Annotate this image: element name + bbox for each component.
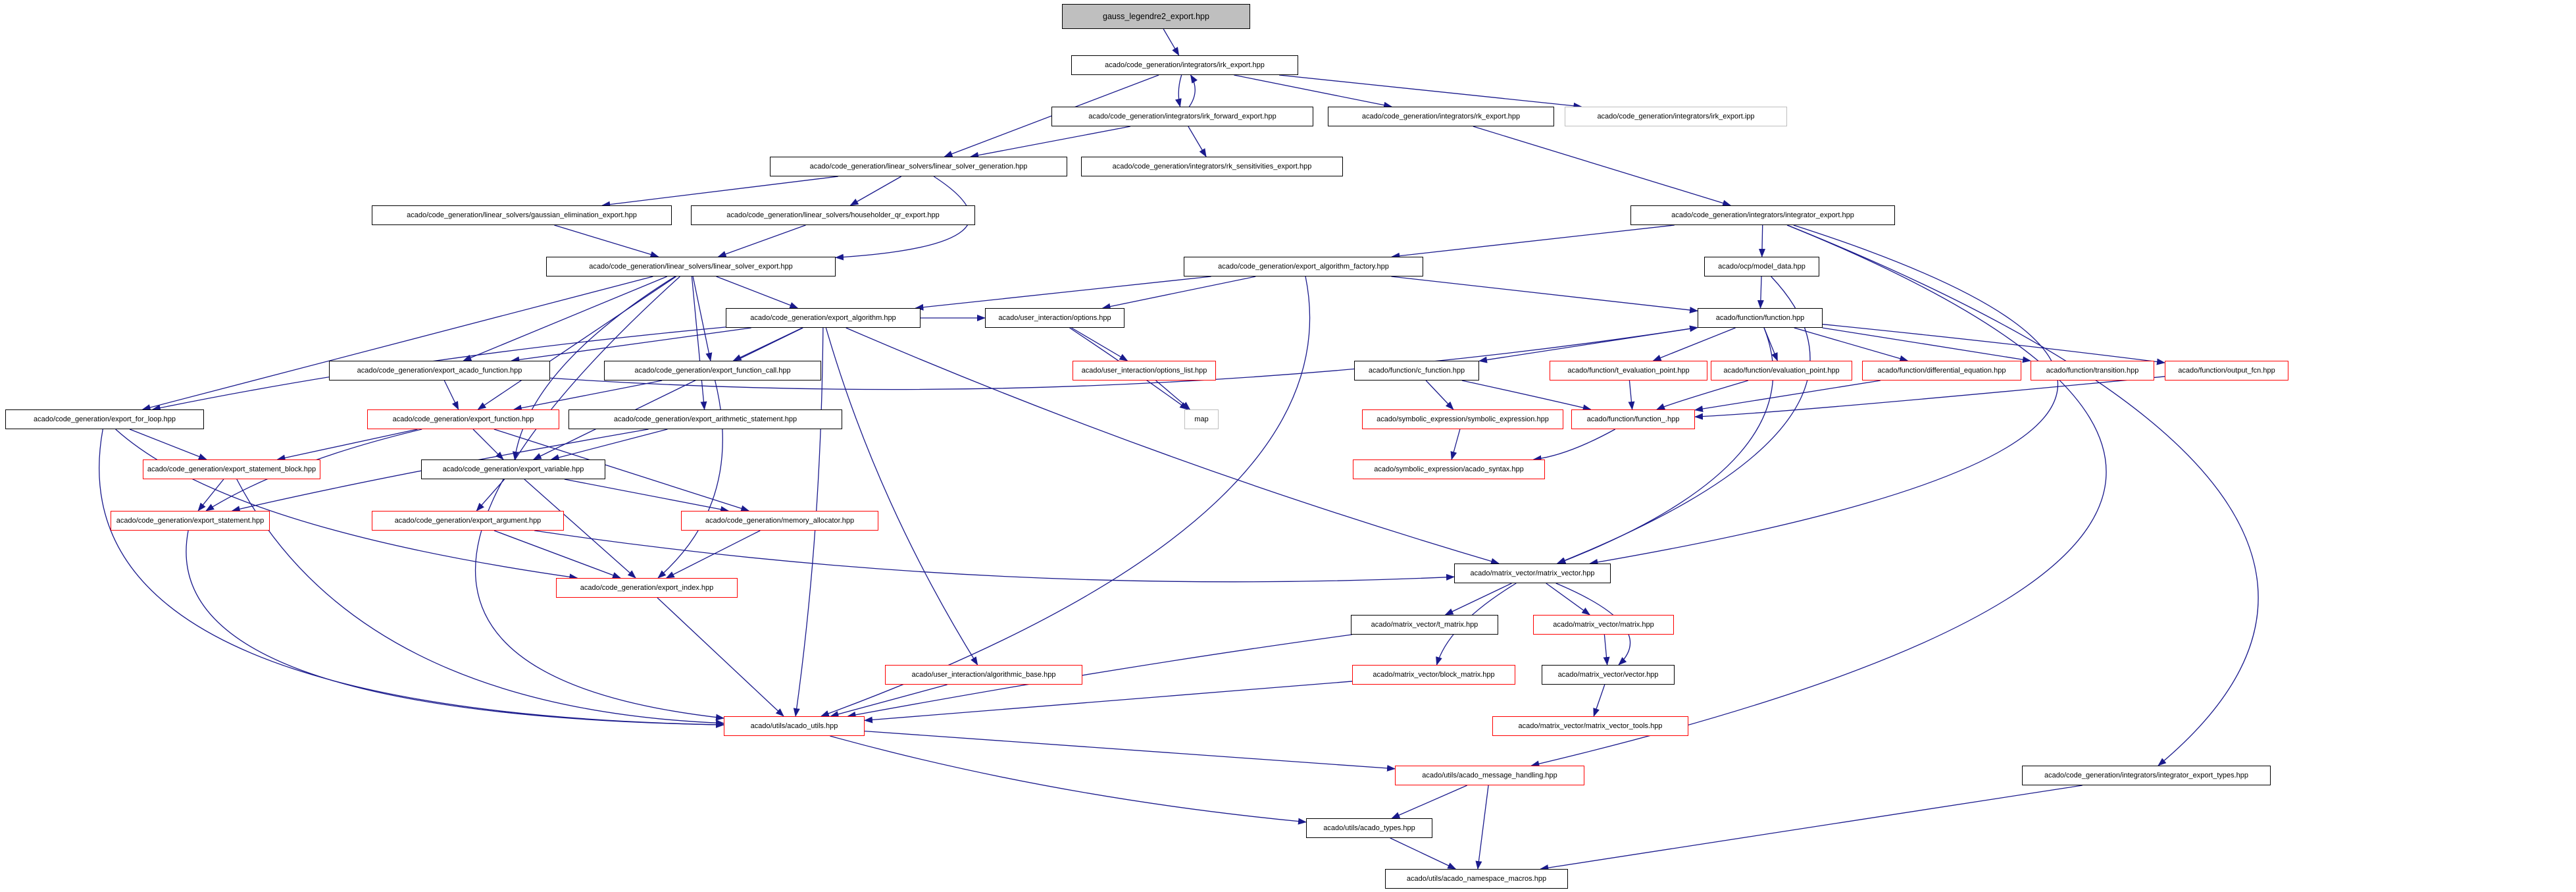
graph-node-mv[interactable]: acado/matrix_vector/matrix_vector.hpp [1454, 564, 1611, 583]
edge-iet-macros [1540, 785, 2082, 869]
graph-node-fncall[interactable]: acado/code_generation/export_function_call.hpp [604, 361, 821, 380]
graph-node-lse[interactable]: acado/code_generation/linear_solvers/linear_solver_export.hpp [546, 257, 836, 276]
graph-node-cfn[interactable]: acado/function/c_function.hpp [1354, 361, 1479, 380]
edge-factory-func [1391, 276, 1698, 311]
edge-arith-expvar [551, 429, 668, 459]
edge-cfn-fn_ [1462, 380, 1591, 409]
edge-forloop-esb [130, 429, 207, 459]
graph-node-fn_[interactable]: acado/function/function_.hpp [1571, 409, 1695, 429]
graph-node-types[interactable]: acado/utils/acado_types.hpp [1306, 818, 1432, 838]
edge-lsg-qr [850, 176, 901, 205]
edge-eval-fn_ [1657, 380, 1748, 409]
graph-node-stmt[interactable]: acado/code_generation/export_statement.hpp [111, 511, 270, 531]
edge-optlist-map [1156, 380, 1190, 409]
edge-arg-mv [534, 531, 1454, 582]
edge-mv-mat [1546, 583, 1590, 615]
graph-node-symexp[interactable]: acado/symbolic_expression/symbolic_expression.hpp [1362, 409, 1563, 429]
graph-node-opts[interactable]: acado/user_interaction/options.hpp [985, 308, 1124, 328]
graph-node-macros[interactable]: acado/utils/acado_namespace_macros.hpp [1385, 869, 1568, 889]
graph-node-qr[interactable]: acado/code_generation/linear_solvers/householder_qr_export.hpp [691, 205, 975, 225]
edge-gauss-irk [1163, 29, 1179, 55]
edge-irk-ipp [1279, 75, 1581, 107]
graph-node-optlist[interactable]: acado/user_interaction/options_list.hpp [1073, 361, 1216, 380]
edge-lsg-gelim [602, 176, 838, 205]
edge-factory-expalg [915, 276, 1211, 308]
graph-node-ipp: acado/code_generation/integrators/irk_export.ipp [1565, 107, 1787, 126]
edge-mat-vec [1604, 635, 1607, 665]
edge-opts-optlist [1072, 328, 1128, 361]
graph-node-syntax[interactable]: acado/symbolic_expression/acado_syntax.hpp [1353, 459, 1545, 479]
edge-factory-opts [1103, 276, 1256, 308]
graph-node-gauss: gauss_legendre2_export.hpp [1062, 4, 1250, 29]
edge-ab-utils [830, 685, 947, 716]
graph-node-arith[interactable]: acado/code_generation/export_arithmetic_statement.hpp [568, 409, 842, 429]
edge-utils-types [830, 736, 1306, 822]
graph-node-factory[interactable]: acado/code_generation/export_algorithm_factory.hpp [1184, 257, 1423, 276]
graph-node-forloop[interactable]: acado/code_generation/export_for_loop.hpp [5, 409, 204, 429]
edge-func-ofcn [1823, 325, 2165, 363]
edge-fwd-rksens [1188, 126, 1206, 157]
edge-symexp-syntax [1452, 429, 1460, 459]
edge-fwd-irk [1189, 75, 1195, 107]
graph-node-bmat[interactable]: acado/matrix_vector/block_matrix.hpp [1352, 665, 1515, 685]
edge-fwd-lsg [971, 126, 1130, 157]
edge-func-trans [1823, 328, 2031, 361]
edge-mem-index [667, 531, 761, 578]
graph-node-tmat[interactable]: acado/matrix_vector/t_matrix.hpp [1351, 615, 1498, 635]
graph-node-mat[interactable]: acado/matrix_vector/matrix.hpp [1533, 615, 1674, 635]
edge-integ-mdata [1762, 225, 1763, 257]
edge-deq-fn_ [1695, 380, 1881, 410]
graph-node-rk[interactable]: acado/code_generation/integrators/rk_export.hpp [1328, 107, 1554, 126]
edge-forloop-index [116, 429, 578, 578]
graph-node-irk[interactable]: acado/code_generation/integrators/irk_export.hpp [1071, 55, 1298, 75]
graph-node-mem[interactable]: acado/code_generation/memory_allocator.hpp [681, 511, 878, 531]
edge-lse-expalg [717, 276, 798, 308]
edge-lse-utils [476, 276, 724, 718]
graph-node-map: map [1184, 409, 1219, 429]
graph-node-msg[interactable]: acado/utils/acado_message_handling.hpp [1395, 766, 1584, 785]
graph-node-arg[interactable]: acado/code_generation/export_argument.hpp [372, 511, 564, 531]
edge-stmt-utils [186, 531, 724, 725]
graph-node-eval[interactable]: acado/function/evaluation_point.hpp [1711, 361, 1852, 380]
graph-node-expvar[interactable]: acado/code_generation/export_variable.hpp [421, 459, 605, 479]
edge-expfn-esb [277, 429, 417, 459]
graph-node-vec[interactable]: acado/matrix_vector/vector.hpp [1542, 665, 1675, 685]
edge-expalg-ab [826, 328, 977, 665]
edge-lse-arith [692, 276, 704, 409]
edge-msg-macros [1478, 785, 1488, 869]
graph-node-utils[interactable]: acado/utils/acado_utils.hpp [724, 716, 865, 736]
edge-fncall-expfn [514, 380, 662, 409]
graph-node-ofcn[interactable]: acado/function/output_fcn.hpp [2165, 361, 2288, 380]
graph-node-expfn[interactable]: acado/code_generation/export_function.hpp [367, 409, 559, 429]
edge-ofcn-fn_ [1695, 377, 2165, 417]
edge-cfn-symexp [1426, 380, 1453, 409]
graph-node-trans[interactable]: acado/function/transition.hpp [2031, 361, 2154, 380]
edge-expvar-mem [565, 479, 728, 511]
edge-mdata-func [1760, 276, 1761, 308]
graph-node-acadofn[interactable]: acado/code_generation/export_acado_function.hpp [329, 361, 550, 380]
graph-node-mvt[interactable]: acado/matrix_vector/matrix_vector_tools.hpp [1492, 716, 1688, 736]
graph-node-expalg[interactable]: acado/code_generation/export_algorithm.hpp [726, 308, 921, 328]
graph-node-esb[interactable]: acado/code_generation/export_statement_block.hpp [143, 459, 320, 479]
edge-acadofn-expfn [444, 380, 458, 409]
edge-rk-integ [1473, 126, 1730, 205]
edge-types-macros [1390, 838, 1455, 869]
graph-node-fwd[interactable]: acado/code_generation/integrators/irk_forward_export.hpp [1051, 107, 1313, 126]
graph-node-deq[interactable]: acado/function/differential_equation.hpp [1862, 361, 2021, 380]
graph-node-mdata[interactable]: acado/ocp/model_data.hpp [1704, 257, 1819, 276]
edge-index-utils [657, 598, 784, 716]
graph-node-gelim[interactable]: acado/code_generation/linear_solvers/gaussian_elimination_export.hpp [372, 205, 672, 225]
graph-node-ab[interactable]: acado/user_interaction/algorithmic_base.hpp [885, 665, 1082, 685]
edge-arg-index [494, 531, 620, 578]
edge-vec-mvt [1594, 685, 1605, 716]
edge-fn_-syntax [1534, 429, 1615, 459]
graph-node-iet[interactable]: acado/code_generation/integrators/integrator_export_types.hpp [2022, 766, 2271, 785]
edge-gelim-lse [554, 225, 658, 257]
edge-factory-utils [821, 276, 1310, 716]
graph-node-rksens[interactable]: acado/code_generation/integrators/rk_sensitivities_export.hpp [1081, 157, 1343, 176]
edge-integ-iet [1787, 225, 2258, 766]
edge-msg-types [1392, 785, 1467, 818]
edge-irk-rk [1234, 75, 1392, 107]
edge-qr-lse [719, 225, 806, 257]
graph-node-func[interactable]: acado/function/function.hpp [1698, 308, 1823, 328]
edge-integ-factory [1392, 225, 1675, 257]
edge-expalg-acadofn [511, 328, 751, 361]
edge-expalg-expvar [534, 328, 803, 459]
edge-integ-mv [1590, 225, 2058, 564]
graph-node-index[interactable]: acado/code_generation/export_index.hpp [556, 578, 738, 598]
graph-node-teval[interactable]: acado/function/t_evaluation_point.hpp [1550, 361, 1707, 380]
graph-node-lsg[interactable]: acado/code_generation/linear_solvers/linear_solver_generation.hpp [770, 157, 1067, 176]
edge-teval-fn_ [1629, 380, 1632, 409]
edge-expfn-expvar [473, 429, 503, 459]
edge-utils-msg [865, 731, 1395, 769]
graph-node-integ[interactable]: acado/code_generation/integrators/integrator_export.hpp [1630, 205, 1895, 225]
edge-irk-fwd [1178, 75, 1181, 107]
edge-lse-acadofn [463, 276, 667, 361]
